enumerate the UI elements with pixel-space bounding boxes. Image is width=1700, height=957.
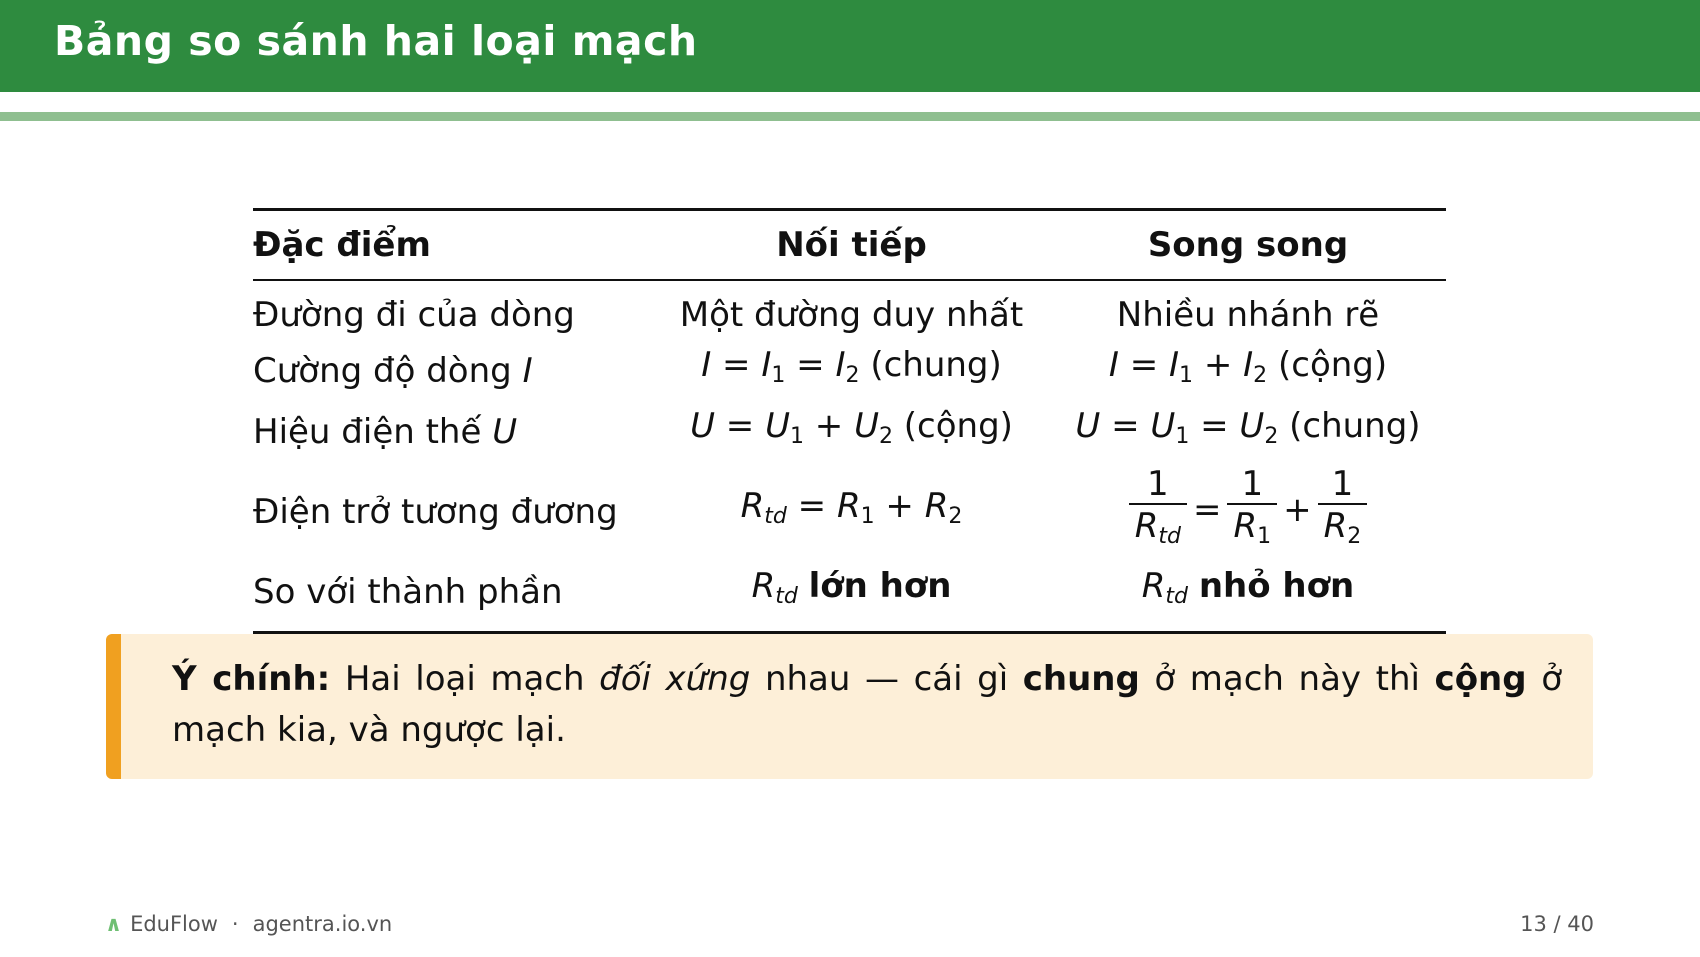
fraction: $\frac{1}{R_1}$ (1227, 465, 1277, 558)
key-idea-callout (106, 634, 1593, 779)
callout-bold: chung (1022, 659, 1140, 699)
row-parallel (1050, 462, 1446, 561)
parallel-symbol: $R_{td}$ (1141, 566, 1189, 609)
row-parallel (1050, 401, 1446, 462)
slide-title: Bảng so sánh hai loại mạch (54, 17, 698, 65)
row-feature (253, 340, 653, 401)
series-note: (cộng) (903, 406, 1013, 446)
series-equation-render: $I = I_1 = I_2$ (701, 345, 860, 388)
table-header-row (253, 210, 1446, 281)
callout-text (172, 654, 1562, 756)
row-feature (253, 401, 653, 462)
table-row (253, 401, 1446, 462)
comparison-table-wrap (253, 208, 1446, 634)
callout-label: Ý chính: (172, 659, 331, 699)
row-parallel: Nhiều nhánh rẽ (1116, 295, 1380, 335)
row-feature: Điện trở tương đương (253, 491, 618, 532)
row-feature: So với thành phần (253, 571, 563, 612)
table-row (253, 561, 1446, 633)
series-equation-render: $R_{td} = R_1 + R_2$ (740, 486, 963, 529)
feature-label: Hiệu điện thế (253, 411, 482, 452)
footer-separator: · (231, 912, 239, 936)
callout-segment: Hai loại mạch (344, 659, 585, 699)
callout-segment: ở mạch kia, và ngược lại. (172, 659, 1562, 750)
row-series (653, 401, 1050, 462)
series-symbol: $R_{td}$ (751, 566, 798, 609)
row-series: Một đường duy nhất (679, 295, 1024, 335)
series-comparison: lớn hơn (808, 566, 952, 606)
comparison-table (253, 208, 1446, 634)
row-series (653, 462, 1050, 561)
header-rule (0, 112, 1700, 121)
row-series (653, 561, 1050, 633)
row-parallel (1050, 340, 1446, 401)
parallel-equation-render: $U = U_1 = U_2$ (1075, 406, 1279, 449)
feature-variable: I (522, 350, 533, 391)
callout-emphasis: đối xứng (599, 659, 751, 699)
col-header-series: Nối tiếp (653, 210, 1050, 281)
parallel-equation-render: $\frac{1}{R_{td}}$ = $\frac{1}{R_1}$ + $\frac{1}{R_2}$ (1123, 490, 1373, 530)
page-number: 13 / 40 (1520, 912, 1594, 936)
fraction: $\frac{1}{R_2}$ (1318, 465, 1368, 558)
table-row (253, 340, 1446, 401)
series-note: (chung) (870, 345, 1002, 385)
feature-variable: U (492, 411, 518, 452)
slide-header (0, 0, 1700, 92)
callout-segment: nhau — cái gì (764, 659, 1009, 699)
row-parallel (1050, 561, 1446, 633)
edu-logo-icon: ∧ (105, 912, 123, 936)
parallel-equation-render: $I = I_1 + I_2$ (1108, 345, 1268, 388)
row-series (653, 340, 1050, 401)
col-header-parallel: Song song (1050, 210, 1446, 281)
parallel-note: (cộng) (1277, 345, 1388, 385)
fraction: $\frac{1}{R_{td}}$ (1129, 465, 1187, 558)
series-equation-render: $U = U_1 + U_2$ (690, 406, 893, 449)
footer-brand: EduFlow (130, 912, 218, 936)
parallel-note: (chung) (1289, 406, 1421, 446)
callout-bold: cộng (1434, 659, 1527, 699)
table-row (253, 280, 1446, 340)
callout-segment: ở mạch này thì (1154, 659, 1420, 699)
row-feature: Đường đi của dòng (253, 295, 575, 335)
col-header-feature: Đặc điểm (253, 210, 653, 281)
table-row (253, 462, 1446, 561)
feature-label: Cường độ dòng (253, 350, 512, 391)
parallel-comparison: nhỏ hơn (1198, 566, 1355, 606)
footer-left (105, 912, 392, 936)
footer-site-link[interactable]: agentra.io.vn (252, 912, 393, 936)
